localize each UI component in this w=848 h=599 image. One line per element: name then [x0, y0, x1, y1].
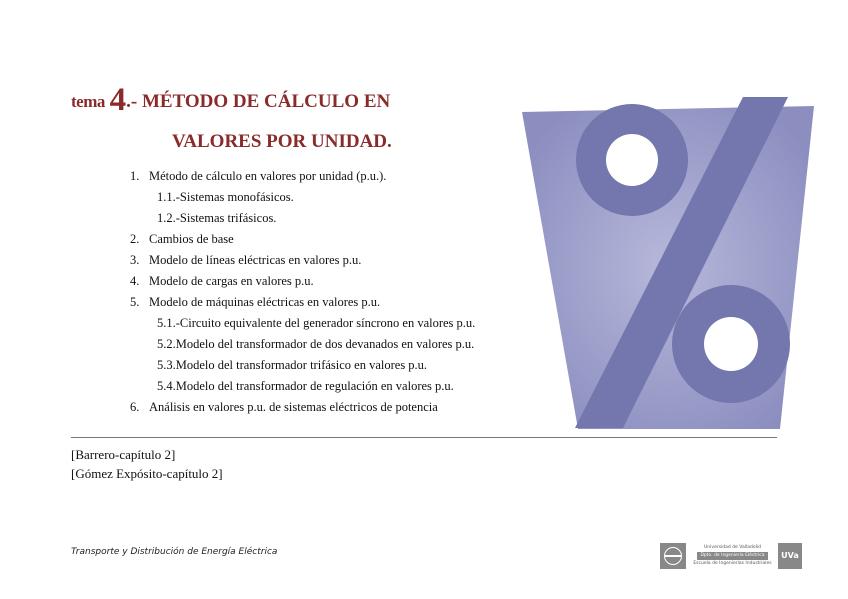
- toc-item-number: 4.: [130, 274, 140, 288]
- toc-item: [130, 397, 475, 418]
- divider: [71, 437, 777, 438]
- university-seal-icon: [660, 543, 686, 569]
- toc-item-text: 5.1.-Circuito equivalente del generador síncrono en valores p.u.: [157, 316, 476, 330]
- logo-badge: UVa: [778, 543, 802, 569]
- toc-item: [130, 292, 475, 313]
- toc-item: [130, 166, 475, 187]
- title-text-line2: VALORES POR UNIDAD.: [172, 131, 392, 152]
- tema-number: 4: [109, 82, 127, 118]
- toc-item-text: Modelo de máquinas eléctricas en valores p.u.: [149, 295, 381, 309]
- toc-item-number: 1.: [130, 169, 140, 183]
- references: [71, 445, 223, 483]
- reference-item: [Barrero-capítulo 2]: [71, 447, 176, 462]
- table-of-contents: [130, 166, 475, 418]
- percent-icon: [518, 92, 816, 429]
- toc-item: [130, 376, 475, 397]
- toc-item: [130, 271, 475, 292]
- toc-item: [130, 187, 475, 208]
- title-text-line1: .- MÉTODO DE CÁLCULO EN: [126, 91, 391, 112]
- toc-item-number: 5.: [130, 295, 140, 309]
- toc-item: [130, 355, 475, 376]
- toc-item-text: 5.4.Modelo del transformador de regulación en valores p.u.: [157, 379, 454, 393]
- toc-item: [130, 208, 475, 229]
- toc-item-text: Modelo de cargas en valores p.u.: [149, 274, 314, 288]
- toc-item-text: 5.3.Modelo del transformador trifásico en valores p.u.: [157, 358, 428, 372]
- toc-item-text: Análisis en valores p.u. de sistemas eléctricos de potencia: [149, 400, 438, 414]
- reference-item: [Gómez Expósito-capítulo 2]: [71, 466, 223, 481]
- title-line1: [71, 82, 390, 119]
- toc-item-number: 3.: [130, 253, 140, 267]
- logo-line2: Dpto. de Ingeniería Eléctrica: [697, 552, 767, 560]
- toc-item-number: 2.: [130, 232, 140, 246]
- toc-item-text: Método de cálculo en valores por unidad (p.u.).: [149, 169, 387, 183]
- tema-word: tema: [71, 92, 105, 111]
- toc-item: [130, 313, 475, 334]
- toc-item-text: 5.2.Modelo del transformador de dos devanados en valores p.u.: [157, 337, 475, 351]
- logo-line3: Escuela de Ingenierías Industriales: [693, 561, 772, 566]
- toc-item-number: 6.: [130, 400, 140, 414]
- toc-item-text: 1.2.-Sistemas trifásicos.: [157, 211, 277, 225]
- logo-line1: Universidad de Valladolid: [704, 545, 761, 550]
- toc-item: [130, 229, 475, 250]
- university-logo: [660, 542, 802, 570]
- toc-item-text: 1.1.-Sistemas monofásicos.: [157, 190, 294, 204]
- course-name: Transporte y Distribución de Energía Eléctrica: [71, 547, 278, 557]
- toc-item-text: Modelo de líneas eléctricas en valores p.u.: [149, 253, 362, 267]
- toc-item: [130, 250, 475, 271]
- toc-item-text: Cambios de base: [149, 232, 234, 246]
- toc-item: [130, 334, 475, 355]
